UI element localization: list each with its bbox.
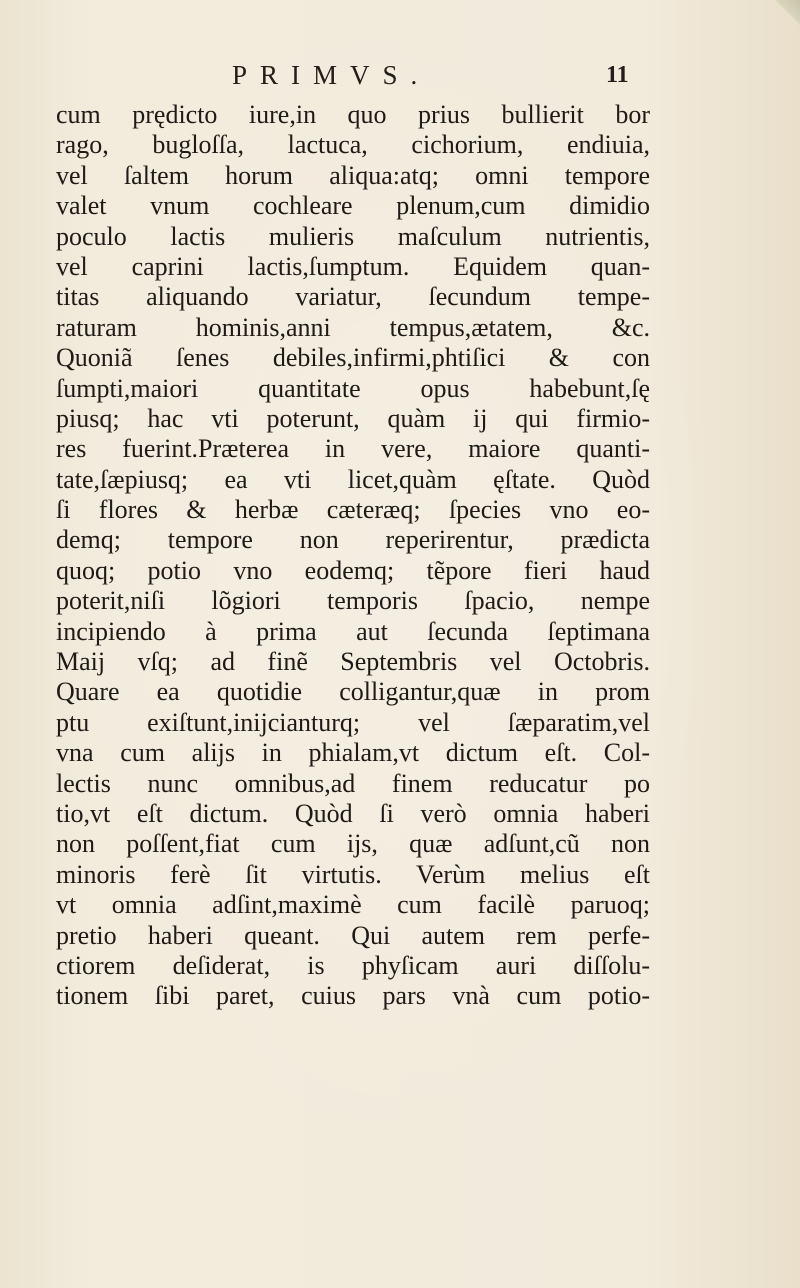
text-line: quoq; potio vno eodemq; tẽpore fieri haud	[56, 555, 650, 585]
text-line: piusq; hac vti poterunt, quàm ij qui firmio-	[56, 403, 650, 433]
folio-page-number: 11	[606, 62, 629, 88]
text-line: Quare ea quotidie colligantur,quæ in prom	[56, 677, 650, 707]
text-line: ptu exiſtunt,inijcianturq; vel ſæparatim,vel	[56, 707, 650, 737]
text-line: lectis nunc omnibus,ad finem reducatur po	[56, 768, 650, 798]
text-line: tionem ſibi paret, cuius pars vnà cum potio-	[56, 981, 650, 1011]
text-line: raturam hominis,anni tempus,ætatem, &c.	[56, 312, 650, 342]
page-corner-stain	[774, 0, 800, 26]
text-line: tio,vt eſt dictum. Quòd ſi verò omnia haberi	[56, 798, 650, 828]
text-line: rago, bugloſſa, lactuca, cichorium, endiuia,	[56, 130, 650, 160]
text-line: poculo lactis mulieris maſculum nutrientis,	[56, 221, 650, 251]
text-line: vel caprini lactis,ſumptum. Equidem quan-	[56, 251, 650, 281]
text-line: tate,ſæpiusq; ea vti licet,quàm ęſtate. Quòd	[56, 464, 650, 494]
text-line: Quoniã ſenes debiles,infirmi,phtiſici & con	[56, 343, 650, 373]
text-line: vel ſaltem horum aliqua:atq; omni tempore	[56, 160, 650, 190]
text-line: ctiorem deſiderat, is phyſicam auri diſſolu-	[56, 950, 650, 980]
text-line: titas aliquando variatur, ſecundum tempe-	[56, 282, 650, 312]
text-line: non poſſent,fiat cum ijs, quæ adſunt,cũ non	[56, 829, 650, 859]
text-line: vt omnia adſint,maximè cum facilè paruoq;	[56, 890, 650, 920]
text-line: vna cum alijs in phialam,vt dictum eſt. Col-	[56, 738, 650, 768]
text-line: incipiendo à prima aut ſecunda ſeptimana	[56, 616, 650, 646]
text-line: demq; tempore non reperirentur, prædicta	[56, 525, 650, 555]
text-line: ſi flores & herbæ cæteræq; ſpecies vno eo-	[56, 495, 650, 525]
text-line: minoris ferè ſit virtutis. Verùm melius eſt	[56, 859, 650, 889]
body-text	[56, 100, 650, 1012]
text-line: ſumpti,maiori quantitate opus habebunt,ſę	[56, 373, 650, 403]
running-head	[0, 60, 800, 100]
text-line: cum prędicto iure,in quo prius bullierit bor	[56, 100, 650, 129]
text-line: pretio haberi queant. Qui autem rem perfe-	[56, 920, 650, 950]
text-line: res fuerint.Præterea in vere, maiore quanti-	[56, 434, 650, 464]
text-line: Maij vſq; ad finẽ Septembris vel Octobris.	[56, 647, 650, 677]
text-line: valet vnum cochleare plenum,cum dimidio	[56, 191, 650, 221]
text-line: poterit,niſi lõgiori temporis ſpacio, nempe	[56, 586, 650, 616]
running-title: PRIMVS.	[232, 60, 431, 90]
